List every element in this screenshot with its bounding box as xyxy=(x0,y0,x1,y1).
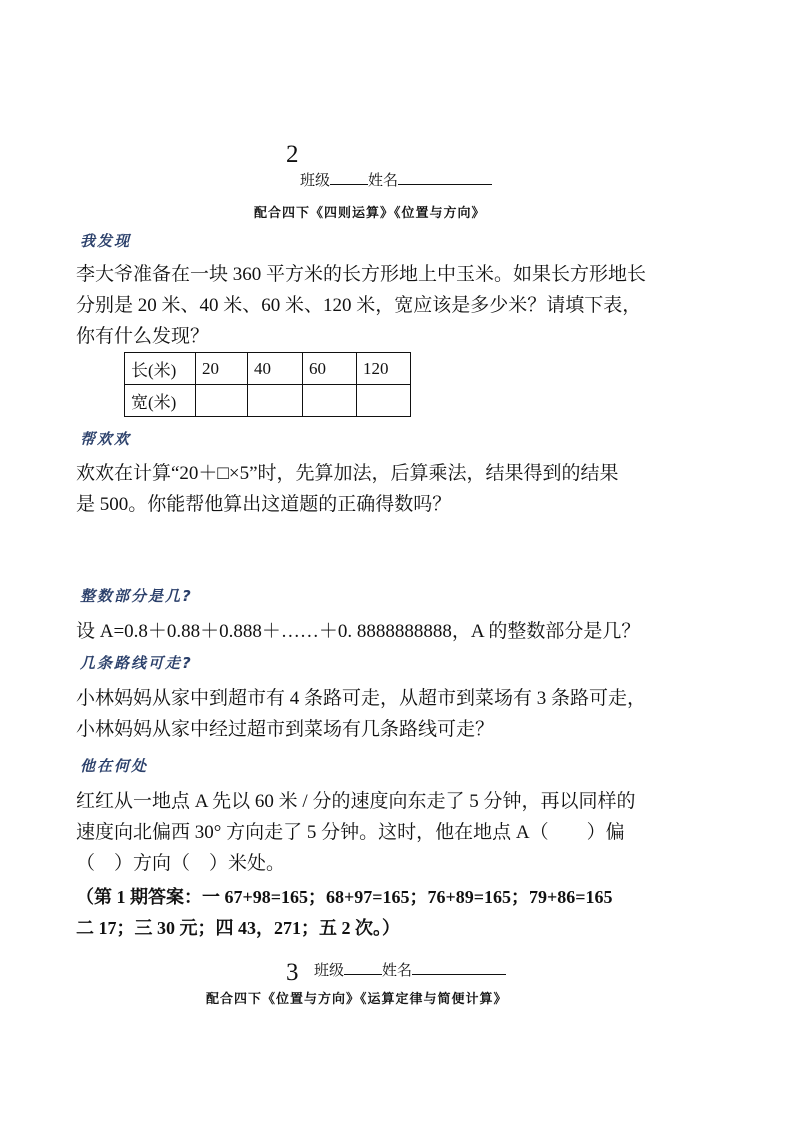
class-blank xyxy=(330,168,368,185)
table-cell: 120 xyxy=(357,353,411,385)
name-blank xyxy=(412,958,506,975)
table-cell-empty[interactable] xyxy=(248,385,303,417)
heading-help: 帮欢欢 xyxy=(80,430,132,448)
where-paragraph xyxy=(76,786,726,879)
section-number: 2 xyxy=(286,141,299,168)
table-cell: 60 xyxy=(303,353,357,385)
table-row xyxy=(125,385,411,417)
section-number: 3 xyxy=(286,959,299,986)
class-label: 班级 xyxy=(300,173,331,189)
routes-paragraph xyxy=(76,683,726,745)
text-line: 小林妈妈从家中到超市有 4 条路可走，从超市到菜场有 3 条路可走， xyxy=(76,688,647,709)
name-blank xyxy=(398,168,492,185)
table-cell-empty[interactable] xyxy=(357,385,411,417)
class-name-line xyxy=(300,168,492,190)
class-blank xyxy=(344,958,382,975)
heading-where: 他在何处 xyxy=(80,757,149,775)
text-line: 分别是 20 米、40 米、60 米、120 米，宽应该是多少米？请填下表， xyxy=(76,295,642,316)
text-line: 红红从一地点 A 先以 60 米 / 分的速度向东走了 5 分钟，再以同样的 xyxy=(76,791,636,812)
help-paragraph xyxy=(76,458,726,520)
table-header-width: 宽(米) xyxy=(125,385,196,417)
text-line: 李大爷准备在一块 360 平方米的长方形地上中玉米。如果长方形地长 xyxy=(76,264,647,285)
answers-block xyxy=(76,882,613,944)
table-header-length: 长(米) xyxy=(125,353,196,385)
table-cell: 40 xyxy=(248,353,303,385)
text-line: （ ）方向（ ）米处。 xyxy=(76,853,286,874)
text-line: 速度向北偏西 30° 方向走了 5 分钟。这时，他在地点 A（ ）偏 xyxy=(76,822,625,843)
text-line: 小林妈妈从家中经过超市到菜场有几条路线可走？ xyxy=(76,719,495,740)
heading-integer-part: 整数部分是几? xyxy=(80,587,193,605)
text-line: 设 A=0.8＋0.88＋0.888＋……＋0. 8888888888，A 的整数部分是几？ xyxy=(76,621,641,642)
answer-line: 二 17；三 30 元；四 43，271；五 2 次。） xyxy=(76,918,400,938)
discover-paragraph xyxy=(76,259,726,352)
heading-routes: 几条路线可走? xyxy=(80,654,193,672)
table-cell: 20 xyxy=(196,353,248,385)
table-row xyxy=(125,353,411,385)
length-width-table xyxy=(124,352,411,417)
text-line: 欢欢在计算“20＋□×5”时，先算加法，后算乘法，结果得到的结果 xyxy=(76,463,619,484)
table-cell-empty[interactable] xyxy=(196,385,248,417)
section-subtitle: 配合四下《四则运算》《位置与方向》 xyxy=(254,206,486,221)
integer-part-paragraph xyxy=(76,616,726,647)
section-subtitle: 配合四下《位置与方向》《运算定律与简便计算》 xyxy=(206,992,508,1007)
class-label: 班级 xyxy=(314,963,345,979)
table-cell-empty[interactable] xyxy=(303,385,357,417)
text-line: 是 500。你能帮他算出这道题的正确得数吗？ xyxy=(76,494,452,515)
class-name-line xyxy=(314,958,506,980)
name-label: 姓名 xyxy=(382,963,413,979)
text-line: 你有什么发现？ xyxy=(76,326,210,347)
name-label: 姓名 xyxy=(368,173,399,189)
answer-line: （第 1 期答案：一 67+98=165；68+97=165；76+89=165；79+86=165 xyxy=(76,887,613,907)
heading-discover: 我发现 xyxy=(80,232,132,250)
